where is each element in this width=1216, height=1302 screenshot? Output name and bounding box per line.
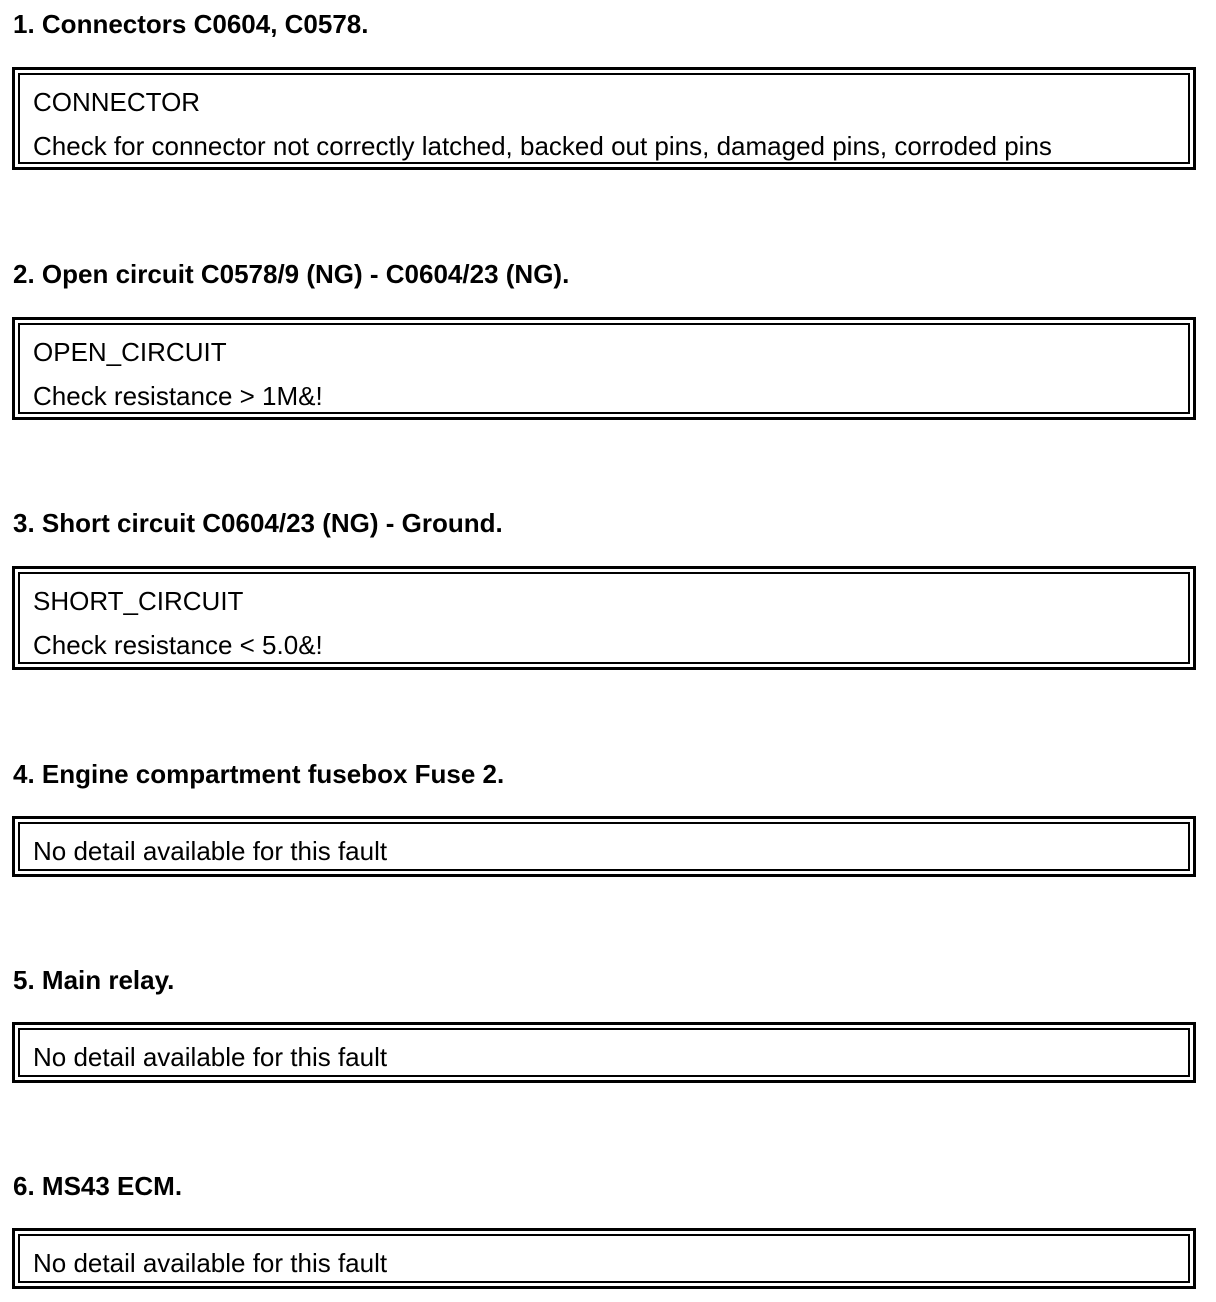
fault-4-detail-text: No detail available for this fault — [33, 836, 388, 866]
fault-1-detail-inner — [18, 73, 1190, 164]
fault-3-detail-type: SHORT_CIRCUIT — [33, 586, 244, 616]
fault-1-detail-instruction: Check for connector not correctly latched, backed out pins, damaged pins, corroded pins — [33, 131, 1052, 161]
fault-2-heading: 2. Open circuit C0578/9 (NG) - C0604/23 (NG). — [13, 259, 570, 289]
fault-6-detail-inner — [18, 1234, 1190, 1283]
fault-2-detail-instruction: Check resistance > 1M&! — [33, 381, 323, 411]
fault-2-detail-box — [12, 317, 1196, 420]
fault-5-detail-text: No detail available for this fault — [33, 1042, 388, 1072]
fault-4-detail-inner — [18, 822, 1190, 871]
fault-3-heading: 3. Short circuit C0604/23 (NG) - Ground. — [13, 508, 503, 538]
fault-2-detail-inner — [18, 323, 1190, 414]
fault-5-heading: 5. Main relay. — [13, 965, 175, 995]
fault-3-detail-box — [12, 566, 1196, 670]
fault-5-detail-box — [12, 1022, 1196, 1083]
fault-6-detail-text: No detail available for this fault — [33, 1248, 388, 1278]
fault-4-heading: 4. Engine compartment fusebox Fuse 2. — [13, 759, 505, 789]
fault-6-heading: 6. MS43 ECM. — [13, 1171, 183, 1201]
fault-3-detail-inner — [18, 572, 1190, 664]
fault-5-detail-inner — [18, 1028, 1190, 1077]
fault-3-detail-instruction: Check resistance < 5.0&! — [33, 630, 323, 660]
fault-4-detail-box — [12, 816, 1196, 877]
fault-6-detail-box — [12, 1228, 1196, 1289]
fault-2-detail-type: OPEN_CIRCUIT — [33, 337, 227, 367]
fault-1-detail-type: CONNECTOR — [33, 87, 201, 117]
fault-1-detail-box — [12, 67, 1196, 170]
fault-1-heading: 1. Connectors C0604, C0578. — [13, 9, 369, 39]
